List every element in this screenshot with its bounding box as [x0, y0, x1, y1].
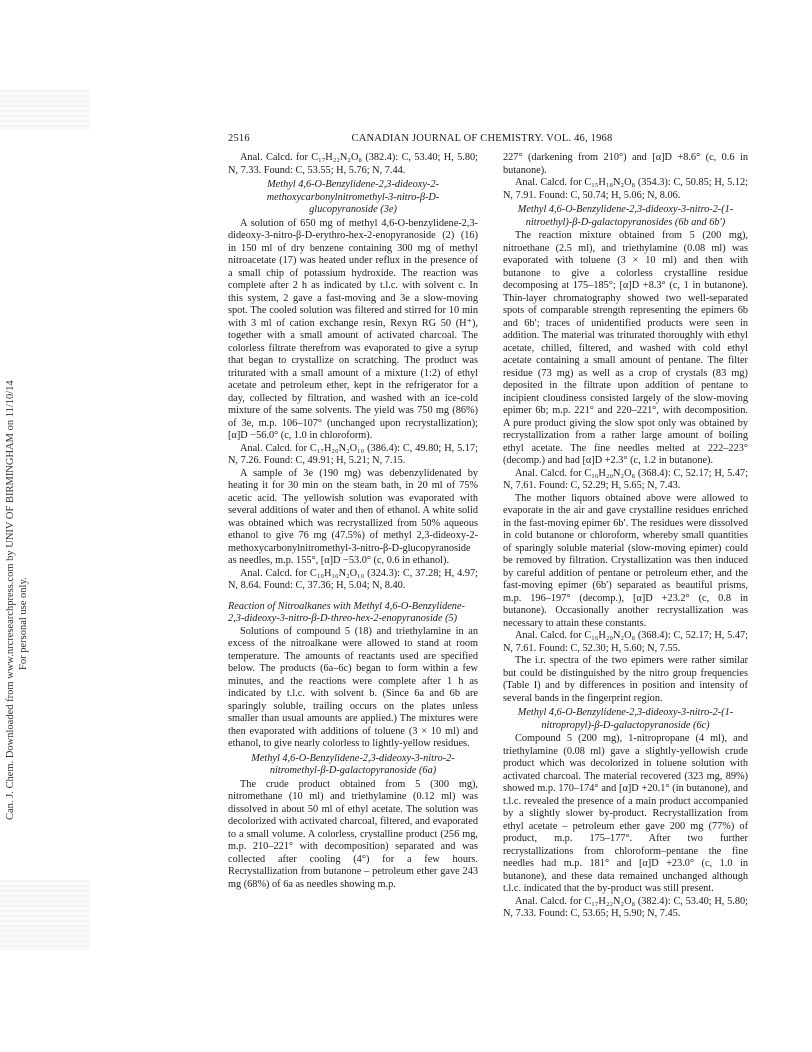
compound-heading: Methyl 4,6-O-Benzylidene-2,3-dideoxy-3-nitro-2-(1-nitroethyl)-β-D-galactopyranosides (6b and 6b′): [517, 204, 734, 228]
section-title: Reaction of Nitroalkanes with Methyl 4,6-O-Benzylidene-2,3-dideoxy-3-nitro-β-D-threo-hex-2-enopyranoside (5): [228, 600, 465, 624]
body-paragraph: Anal. Calcd. for C₁₀H₁₆N₂O₁₀ (324.3): C, 37.28; H, 4.97; N, 8.64. Found: C, 37.36; H, 5.04; N, 8.40.: [228, 567, 478, 591]
body-paragraph: Anal. Calcd. for C₁₇H₂₂N₂O₈ (382.4): C, 53.40; H, 5.80; N, 7.33. Found: C, 53.55; H, 5.76; N, 7.44.: [228, 152, 478, 176]
left-text-column: [228, 152, 478, 891]
body-paragraph: The i.r. spectra of the two epimers were rather similar but could be distinguished by the nitro group frequencies (Table I) and by differences in position and intensity of several bands in the fingerprint region.: [503, 655, 748, 704]
compound-heading: Methyl 4,6-O-Benzylidene-2,3-dideoxy-3-nitro-2-(1-nitropropyl)-β-D-galactopyranoside (6c): [517, 707, 734, 731]
body-paragraph: Anal. Calcd. for C₁₇H₂₀N₂O₁₀ (386.4): C, 49.80; H, 5.17; N, 7.26. Found: C, 49.91; H, 5.21; N, 7.15.: [228, 442, 478, 466]
download-watermark: [4, 380, 30, 820]
body-paragraph: Compound 5 (200 mg), 1-nitropropane (4 ml), and triethylamine (0.08 ml) gave a slightly-yellowish crude product which was decolorized in toluene solution with activated charcoal. The material recovered (323 mg, 89%) showed m.p. 170–174° and [α]D +20.1° (in butanone), and t.l.c. revealed the presence of a main product accompanied by a slightly slower by-product. Recrystallization from ethyl acetate – petroleum ether gave 200 mg (77%) of product, m.p. 175–177°. After two further recrystallizations from chloroform–pentane the fine needles had m.p. 181° and [α]D +23.0° (c, 1.0 in butanone), and these data remained unchanged although t.l.c. indicated that the by-product was still present.: [503, 733, 748, 894]
compound-heading: Methyl 4,6-O-Benzylidene-2,3-dideoxy-2-methoxycarbonylnitromethyl-3-nitro-β-D-glucopyranoside (3e): [266, 179, 440, 215]
body-paragraph: The mother liquors obtained above were allowed to evaporate in the air and gave crystalline residues enriched in the fast-moving epimer 6b′. The residues were dissolved in cold butanone or chloroform, whereby small quantities of sparingly soluble material (slow-moving epimer) could be removed by filtration. Crystallization was then induced by careful addition of pentane or petroleum ether, and the fast-moving epimer (6b′) separated as beautiful prisms, m.p. 196–197° (decomp.), [α]D +23.2° (c, 0.8 in butanone). Occasionally another recrystallization was necessary to attain these constants.: [503, 492, 748, 629]
compound-heading: Methyl 4,6-O-Benzylidene-2,3-dideoxy-3-nitro-2-nitromethyl-β-D-galactopyranoside (6a): [251, 752, 455, 776]
body-paragraph: A solution of 650 mg of methyl 4,6-O-benzylidene-2,3-dideoxy-3-nitro-β-D-erythro-hex-2-enopyranoside (2) (16) in 150 ml of dry benzene containing 300 mg of methyl nitroacetate (17) was heated under reflux in the presence of a small chip of potassium hydroxide. The reaction was complete after 2 h as indicated by t.l.c. with solvent c. In this system, 2 gave a fast-moving and 3e a slow-moving spot. The cooled solution was filtered and stirred for 10 min with 3 ml of cation exchange resin, Rexyn RG 50 (H⁺), together with a small amount of activated charcoal. The colorless filtrate therefrom was evaporated to give a syrup that began to crystallize on scratching. The product was triturated with a small amount of a mixture (1:2) of ethyl acetate and petroleum ether, kept in the refrigerator for a day, collected by filtration, and washed with an ice-cold mixture of the same solvents. The yield was 750 mg (86%) of 3e, m.p. 106–107° (unchanged upon recrystallization); [α]D −56.0° (c, 1.0 in chloroform).: [228, 217, 478, 441]
watermark-line-1: Can. J. Chem. Downloaded from www.nrcresearchpress.com by UNIV OF BIRMINGHAM on 11/10/14: [5, 380, 16, 820]
body-paragraph: Anal. Calcd. for C₁₆H₂₀N₂O₈ (368.4): C, 52.17; H, 5.47; N, 7.61. Found: C, 52.30; H, 5.60; N, 7.55.: [503, 630, 748, 654]
body-paragraph: 227° (darkening from 210°) and [α]D +8.6° (c, 0.6 in butanone).: [503, 152, 748, 176]
watermark-line-2: For personal use only.: [18, 577, 29, 670]
body-paragraph: Anal. Calcd. for C₁₇H₂₂N₂O₈ (382.4): C, 53.40; H, 5.80; N, 7.33. Found: C, 53.65; H, 5.90; N, 7.45.: [503, 895, 748, 919]
right-text-column: [503, 152, 748, 921]
body-paragraph: A sample of 3e (190 mg) was debenzylidenated by heating it for 30 min on the steam bath, in 20 ml of 75% acetic acid. The yellowish solution was evaporated with several additions of water and then of ethanol. A white solid was obtained which was recrystallized from 50% aqueous ethanol to give 76 mg (47.5%) of methyl 2,3-dideoxy-2-methoxycarbonylnitromethyl-3-nitro-β-D-glucopyranoside as needles, m.p. 155°, [α]D −53.0° (c, 0.6 in ethanol).: [228, 467, 478, 566]
page-header: [228, 133, 736, 144]
journal-running-title: CANADIAN JOURNAL OF CHEMISTRY. VOL. 46, 1968: [351, 133, 613, 144]
body-paragraph: The crude product obtained from 5 (300 mg), nitromethane (10 ml) and triethylamine (0.12 ml) was dissolved in about 50 ml of ethyl acetate. The solution was decolorized with activated charcoal, filtered, and evaporated to a small volume. A colorless, crystalline product (256 mg, m.p. 210–221° with decomposition) separated and was collected after cooling (4°) for a few hours. Recrystallization from butanone – petroleum ether gave 243 mg (68%) of 6a as needles showing m.p.: [228, 778, 478, 890]
body-paragraph: The reaction mixture obtained from 5 (200 mg), nitroethane (2.5 ml), and triethylamine (0.08 ml) was evaporated with toluene (3 × 10 ml) and then with butanone to give a colorless crystalline residue decomposing at 175–185°; [α]D +8.3° (c, 1 in butanone). Thin-layer chromatography showed two well-separated spots of comparable strength representing the epimers 6b and 6b′; traces of unidentified products were seen in addition. The material was triturated thoroughly with ethyl acetate, chilled, filtered, and washed with cold ethyl acetate containing a small amount of pentane. The filter residue (73 mg) as well as a crop of crystals (83 mg) deposited in the filtrate upon addition of pentane to incipient cloudiness consisted largely of the slow-moving epimer 6b; m.p. 221° and 220–221°, with decomposition. A pure product giving the slow spot only was obtained by recrystallization from a rather large amount of boiling ethyl acetate. The fine needles melted at 222–223° (decomp.) and had [α]D +2.3° (c, 1.2 in butanone).: [503, 230, 748, 466]
page-number: 2516: [228, 133, 250, 144]
body-paragraph: Anal. Calcd. for C₁₅H₁₈N₂O₈ (354.3): C, 50.85; H, 5.12; N, 7.91. Found: C, 50.74; H, 5.06; N, 8.06.: [503, 177, 748, 201]
body-paragraph: Solutions of compound 5 (18) and triethylamine in an excess of the nitroalkane were allowed to stand at room temperature. The amounts of reactants used are specified below. The products (6a–6c) began to form within a few minutes, and the reactions were complete after 1 h as indicated by t.l.c. with solvent b. (Since 6a and 6b are sparingly soluble, trailing occurs on the plates unless smaller than usual amounts are applied.) The mixtures were then evaporated with additions of toluene (3 × 10 ml) and ethanol, to give nearly colorless to lightly-yellow residues.: [228, 625, 478, 749]
body-paragraph: Anal. Calcd. for C₁₆H₂₀N₂O₈ (368.4): C, 52.17; H, 5.47; N, 7.61. Found: C, 52.29; H, 5.65; N, 7.43.: [503, 467, 748, 491]
